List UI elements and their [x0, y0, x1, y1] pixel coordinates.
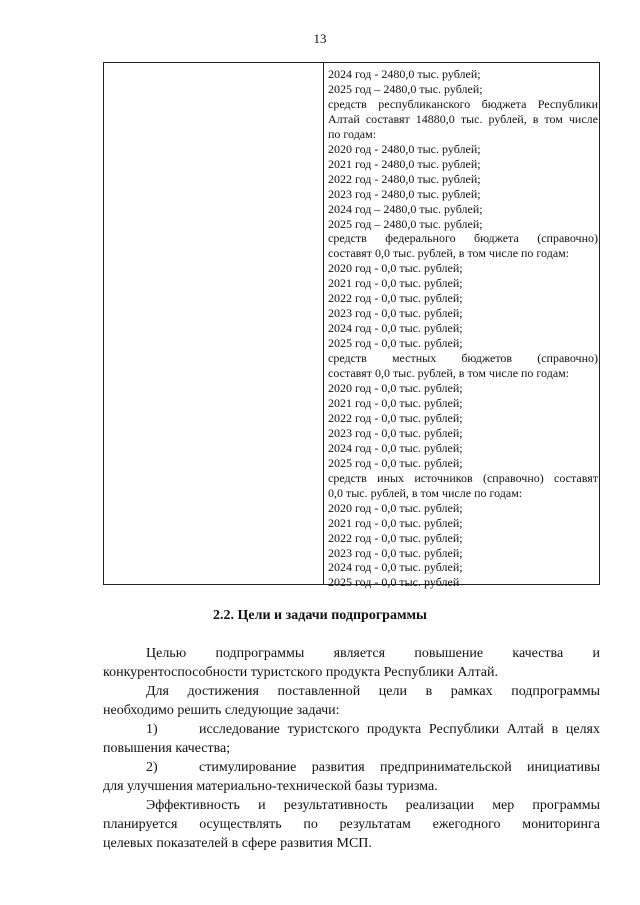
table-line: 2022 год - 0,0 тыс. рублей; — [328, 530, 463, 545]
table-line: 2025 год - 0,0 тыс. рублей; — [328, 455, 463, 470]
table-line: 2022 год - 0,0 тыс. рублей; — [328, 291, 463, 306]
table-column-divider — [323, 63, 324, 584]
section-heading: 2.2. Цели и задачи подпрограммы — [213, 608, 427, 623]
table-line: средств местных бюджетов (справочно) — [328, 351, 598, 366]
table-line: 2021 год - 0,0 тыс. рублей; — [328, 276, 463, 291]
paragraph-line: необходимо решить следующие задачи: — [103, 703, 340, 718]
paragraph-line: конкурентоспособности туристского продукта Республики Алтай. — [103, 665, 499, 680]
paragraph-line: Для достижения поставленной цели в рамках подпрограммы — [146, 684, 600, 699]
table-line: составят 0,0 тыс. рублей, в том числе по годам: — [328, 246, 570, 261]
page-number: 13 — [313, 31, 327, 46]
list-number: 2) — [146, 760, 158, 775]
section-body — [103, 644, 600, 853]
table-line: 2024 год - 2480,0 тыс. рублей; — [328, 67, 481, 81]
paragraph-line: повышения качества; — [103, 741, 231, 756]
list-number: 1) — [146, 722, 158, 737]
table-right-cell — [328, 67, 598, 590]
table-line: по годам: — [328, 126, 377, 141]
table-line: 2025 год – 2480,0 тыс. рублей; — [328, 216, 483, 231]
table-line: 2020 год - 0,0 тыс. рублей; — [328, 500, 463, 515]
table-line: 2021 год - 0,0 тыс. рублей; — [328, 515, 463, 530]
list-text: стимулирование развития предпринимательской инициативы — [199, 760, 600, 775]
table-line: средств республиканского бюджета Республики — [328, 96, 598, 111]
table-line: 2025 год - 0,0 тыс. рублей; — [328, 336, 463, 351]
funding-table — [103, 62, 600, 590]
table-line: 2021 год - 0,0 тыс. рублей; — [328, 395, 463, 410]
paragraph-line: Эффективность и результативность реализации мер программы — [146, 798, 600, 813]
table-line: 2025 год - 0,0 тыс. рублей — [328, 575, 460, 590]
table-line: 2024 год - 0,0 тыс. рублей; — [328, 321, 463, 336]
table-line: 2020 год - 0,0 тыс. рублей; — [328, 381, 463, 396]
table-line: 2023 год - 2480,0 тыс. рублей; — [328, 186, 481, 201]
table-line: 2021 год - 2480,0 тыс. рублей; — [328, 156, 481, 171]
table-line: 2022 год - 0,0 тыс. рублей; — [328, 410, 463, 425]
table-line: средств федерального бюджета (справочно) — [328, 231, 598, 246]
paragraph-line: целевых показателей в сфере развития МСП. — [103, 836, 372, 851]
paragraph-line: планируется осуществлять по результатам ежегодного мониторинга — [103, 817, 600, 832]
list-text: исследование туристского продукта Республики Алтай в целях — [199, 722, 600, 737]
table-line: средств иных источников (справочно) составят — [328, 470, 598, 485]
table-line: 2020 год - 0,0 тыс. рублей; — [328, 261, 463, 276]
table-line: 2025 год – 2480,0 тыс. рублей; — [328, 81, 483, 96]
paragraph-line: Целью подпрограммы является повышение качества и — [146, 646, 600, 661]
table-line: 2023 год - 0,0 тыс. рублей; — [328, 545, 463, 560]
table-line: 2024 год - 0,0 тыс. рублей; — [328, 440, 463, 455]
table-line: 2024 год - 0,0 тыс. рублей; — [328, 560, 463, 575]
paragraph-line: для улучшения материально-технической базы туризма. — [103, 779, 438, 794]
table-line: 2023 год - 0,0 тыс. рублей; — [328, 425, 463, 440]
table-line: Алтай составят 14880,0 тыс. рублей, в том числе — [328, 111, 598, 126]
list-item-1 — [103, 720, 600, 739]
table-line: 2023 год - 0,0 тыс. рублей; — [328, 306, 463, 321]
table-line: 0,0 тыс. рублей, в том числе по годам: — [328, 485, 523, 500]
table-line: составят 0,0 тыс. рублей, в том числе по годам: — [328, 366, 570, 381]
list-item-2 — [103, 758, 600, 777]
table-line: 2022 год - 2480,0 тыс. рублей; — [328, 171, 481, 186]
table-line: 2020 год - 2480,0 тыс. рублей; — [328, 141, 481, 156]
table-line: 2024 год – 2480,0 тыс. рублей; — [328, 201, 483, 216]
